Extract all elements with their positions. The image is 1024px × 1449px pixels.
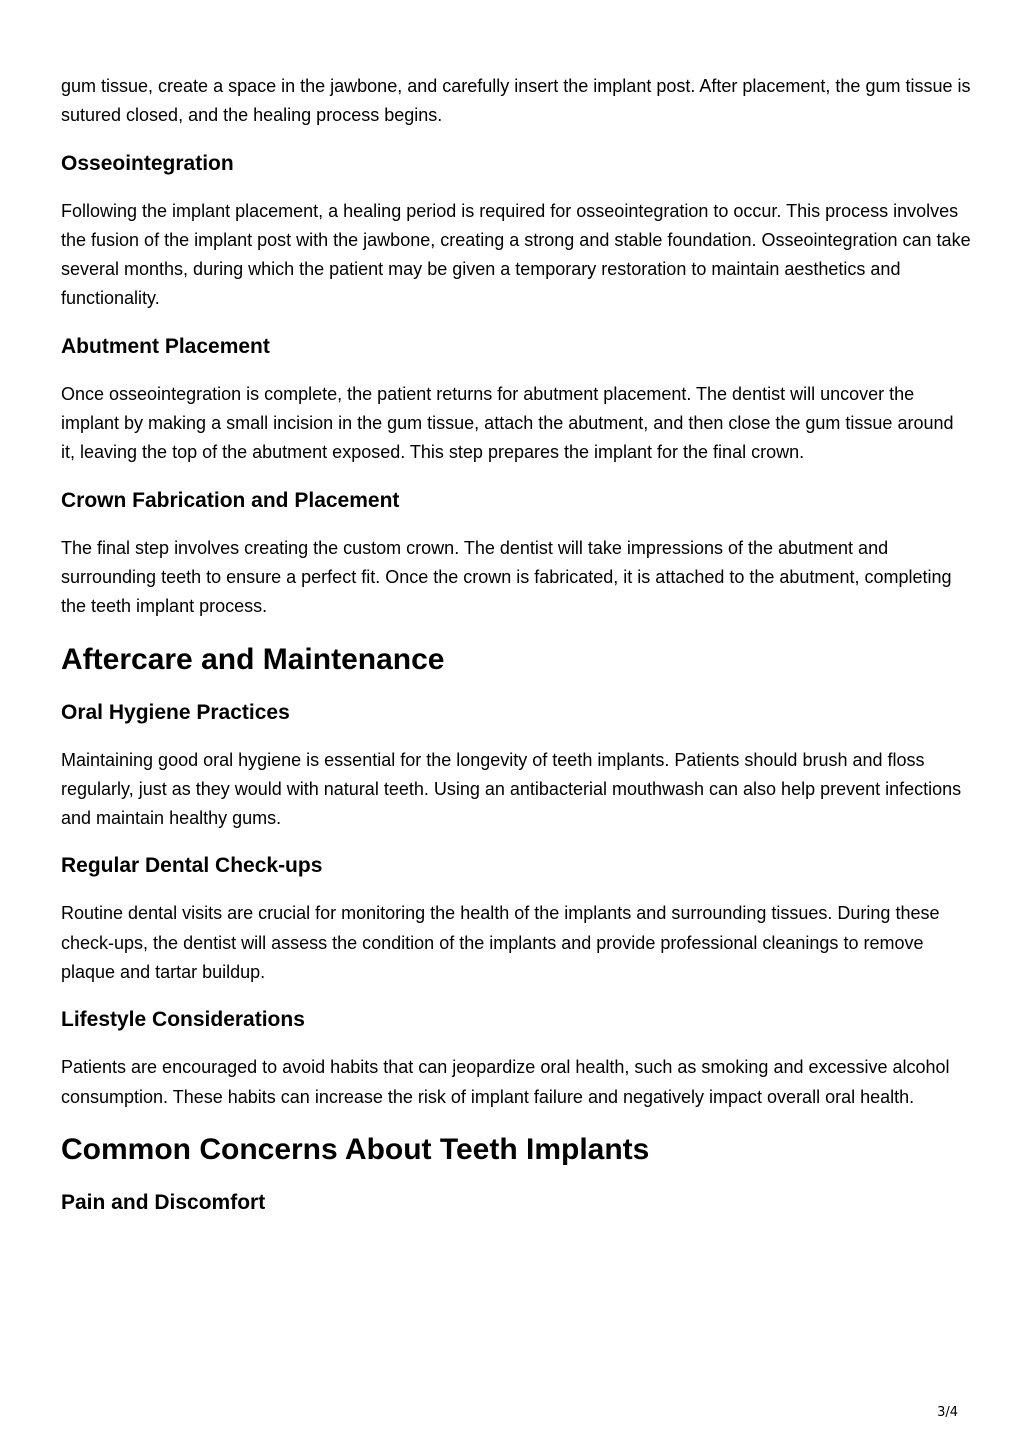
- page-number: 3/4: [937, 1405, 958, 1420]
- paragraph-crown-fabrication: The final step involves creating the custom crown. The dentist will take impressions of the abutment and surrounding teeth to ensure a perfect fit. Once the crown is fabricated, it is attached to the abutment, completing the teeth implant process.: [61, 537, 952, 617]
- heading-pain-discomfort: Pain and Discomfort: [61, 1190, 266, 1214]
- paragraph-oral-hygiene: Maintaining good oral hygiene is essential for the longevity of teeth implants. Patients should brush and floss regularly, just as they would with natural teeth. Using an antibacterial mouthwash can also help prevent infections and maintain healthy gums.: [61, 749, 962, 829]
- heading-osseointegration: Osseointegration: [61, 151, 234, 175]
- heading-dental-checkups: Regular Dental Check-ups: [61, 854, 323, 878]
- paragraph-implant-placement-continued: gum tissue, create a space in the jawbone, and carefully insert the implant post. After placement, the gum tissue is sutured closed, and the healing process begins.: [61, 76, 971, 126]
- paragraph-osseointegration: Following the implant placement, a healing period is required for osseointegration to occur. This process involves the fusion of the implant post with the jawbone, creating a strong and stable foundation. Osseointegration can take several months, during which the patient may be given a temporary restoration to maintain aesthetics and functionality.: [61, 200, 971, 309]
- heading-abutment-placement: Abutment Placement: [61, 334, 270, 358]
- paragraph-abutment-placement: Once osseointegration is complete, the patient returns for abutment placement. The dentist will uncover the implant by making a small incision in the gum tissue, attach the abutment, and then close the gum tissue around it, leaving the top of the abutment exposed. This step prepares the implant for the final crown.: [61, 383, 954, 463]
- paragraph-dental-checkups: Routine dental visits are crucial for monitoring the health of the implants and surrounding tissues. During these check-ups, the dentist will assess the condition of the implants and provide professional cleanings to remove plaque and tartar buildup.: [61, 903, 940, 983]
- heading-crown-fabrication: Crown Fabrication and Placement: [61, 488, 400, 512]
- section-heading-aftercare: Aftercare and Maintenance: [61, 642, 445, 676]
- section-heading-common-concerns: Common Concerns About Teeth Implants: [61, 1132, 650, 1166]
- document-content: [61, 72, 971, 1236]
- heading-lifestyle: Lifestyle Considerations: [61, 1008, 305, 1032]
- paragraph-lifestyle: Patients are encouraged to avoid habits that can jeopardize oral health, such as smoking and excessive alcohol consumption. These habits can increase the risk of implant failure and negatively impact overall oral health.: [61, 1057, 950, 1107]
- heading-oral-hygiene: Oral Hygiene Practices: [61, 700, 290, 724]
